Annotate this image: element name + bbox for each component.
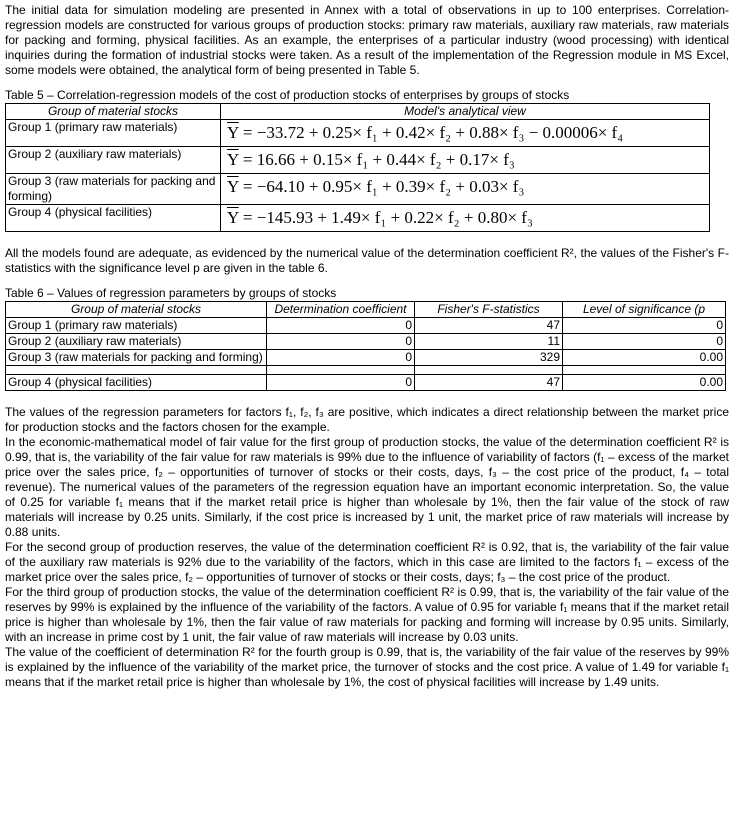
table6-header-p: Level of significance (p xyxy=(563,302,726,318)
table6-f-cell: 47 xyxy=(415,375,563,391)
middle-paragraph: All the models found are adequate, as evidenced by the numerical value of the determination coefficient R², the values of the Fisher's F-statistics with the significance level p are given in the table 6. xyxy=(5,246,729,275)
paragraph: For the third group of production stocks, the value of the determination coefficient R² is 0.99, that is, the variability of the fair value of the reserves by 99% is explained by the influence of the variability of the factors. A value of 0.95 for variable f₁ means that if the market retail price is higher than wholesale by 1%, then the fair value of raw materials for packing and forming will increase by 0.95 units. Similarly, with an increase in prime cost by 1 unit, the fair value of raw materials will increase by 0.03 units. xyxy=(5,585,729,644)
table6-p-cell: 0.00 xyxy=(563,350,726,366)
table6-p-cell: 0 xyxy=(563,334,726,350)
table6-header-f: Fisher's F-statistics xyxy=(415,302,563,318)
table5 xyxy=(5,103,710,232)
table5-row xyxy=(6,120,710,147)
paragraph: For the second group of production reserves, the value of the determination coefficient R² is 0.92, that is, the variability of the fair value of the auxiliary raw materials is 92% due to the variability of the factors, which in this case are limited to the factors f₁ – excess of the market price over the sales price, f₂ – opportunities of turnover of stocks or their costs, days; f₃ – the cost price of the product. xyxy=(5,540,729,584)
table5-group-cell: Group 2 (auxiliary raw materials) xyxy=(6,147,221,174)
table6-header-row xyxy=(6,302,726,318)
intro-paragraph: The initial data for simulation modeling are presented in Annex with a total of observations in up to 100 enterprises. Correlation-regression models are constructed for various groups of production stocks: primary raw materials, auxiliary raw materials, raw materials for packing and forming, physical facilities. As an example, the enterprises of a particular industry (wood processing) with identical inquiries during the formation of industrial stocks were taken. As a result of the implementation of the Regression module in MS Excel, some models were obtained, the analytical form of being presented in Table 5. xyxy=(5,3,729,77)
table5-model-cell: $\overline{Y} = 16.66 + 0.15\times f_1 + 0.44\times f_2 + 0.17\times f_3$ xyxy=(221,147,710,174)
table5-row xyxy=(6,174,710,205)
table6-spacer-row xyxy=(6,366,726,375)
table6-caption: Table 6 – Values of regression parameters by groups of stocks xyxy=(5,286,337,300)
table6-group-cell: Group 3 (raw materials for packing and forming) xyxy=(6,350,267,366)
table5-model-cell: $\overline{Y} = -145.93 + 1.49\times f_1 + 0.22\times f_2 + 0.80\times f_3$ xyxy=(221,205,710,232)
table6-row xyxy=(6,350,726,366)
table6-r2-cell: 0 xyxy=(267,318,415,334)
analysis-text xyxy=(5,405,729,690)
table6-group-cell: Group 2 (auxiliary raw materials) xyxy=(6,334,267,350)
table6-f-cell: 47 xyxy=(415,318,563,334)
table6-row xyxy=(6,375,726,391)
table6-header-group: Group of material stocks xyxy=(6,302,267,318)
table6-r2-cell: 0 xyxy=(267,334,415,350)
table5-group-cell: Group 1 (primary raw materials) xyxy=(6,120,221,147)
table6-row xyxy=(6,318,726,334)
table5-model-cell: $\overline{Y} = -33.72 + 0.25\times f_1 + 0.42\times f_2 + 0.88\times f_3 - 0.00006\times f_4$ xyxy=(221,120,710,147)
table5-header-model: Model's analytical view xyxy=(221,104,710,120)
table6-r2-cell: 0 xyxy=(267,350,415,366)
table6-p-cell: 0.00 xyxy=(563,375,726,391)
table5-row xyxy=(6,205,710,232)
table6 xyxy=(5,301,726,391)
table5-model-cell: $\overline{Y} = -64.10 + 0.95\times f_1 + 0.39\times f_2 + 0.03\times f_3$ xyxy=(221,174,710,205)
table6-f-cell: 11 xyxy=(415,334,563,350)
table6-group-cell: Group 4 (physical facilities) xyxy=(6,375,267,391)
table5-caption: Table 5 – Correlation-regression models of the cost of production stocks of enterprises by groups of stocks xyxy=(5,88,570,102)
table5-row xyxy=(6,147,710,174)
table5-header-group: Group of material stocks xyxy=(6,104,221,120)
table5-group-cell: Group 3 (raw materials for packing and forming) xyxy=(6,174,221,205)
table6-header-r2: Determination coefficient xyxy=(267,302,415,318)
table6-row xyxy=(6,334,726,350)
table6-group-cell: Group 1 (primary raw materials) xyxy=(6,318,267,334)
table6-r2-cell: 0 xyxy=(267,375,415,391)
table5-header-row xyxy=(6,104,710,120)
table5-group-cell: Group 4 (physical facilities) xyxy=(6,205,221,232)
paragraph: The value of the coefficient of determination R² for the fourth group is 0.99, that is, the variability of the fair value of the reserves by 99% is explained by the influence of the variability of the market price, the turnover of stocks and the cost price. A value of 1.49 for variable f₁ means that if the market retail price is higher than wholesale by 1%, the cost of physical facilities will increase by 1.49 units. xyxy=(5,645,729,689)
table6-f-cell: 329 xyxy=(415,350,563,366)
table6-p-cell: 0 xyxy=(563,318,726,334)
paragraph: The values of the regression parameters for factors f₁, f₂, f₃ are positive, which indicates a direct relationship between the market price for production stocks and the factors chosen for the example. xyxy=(5,405,729,434)
paragraph: In the economic-mathematical model of fair value for the first group of production stocks, the value of the determination coefficient R² is 0.99, that is, the variability of the fair value for raw materials is 99% due to the influence of variability of factors (f₁ – excess of the market price over the sales price, f₂ – opportunities of turnover of stocks or their costs, days, f₃ – the cost price of the product, f₄ – total revenue). The numerical values of the parameters of the regression equation have an important economic interpretation. So, the value of 0.25 for variable f₁ means that if the market retail price is higher than wholesale by 1%, then the fair value of the stock of raw materials will increase by 0.25 units. Similarly, if the cost price is increased by 1 unit, the market price of raw materials will increase by 0.88 units. xyxy=(5,435,729,539)
